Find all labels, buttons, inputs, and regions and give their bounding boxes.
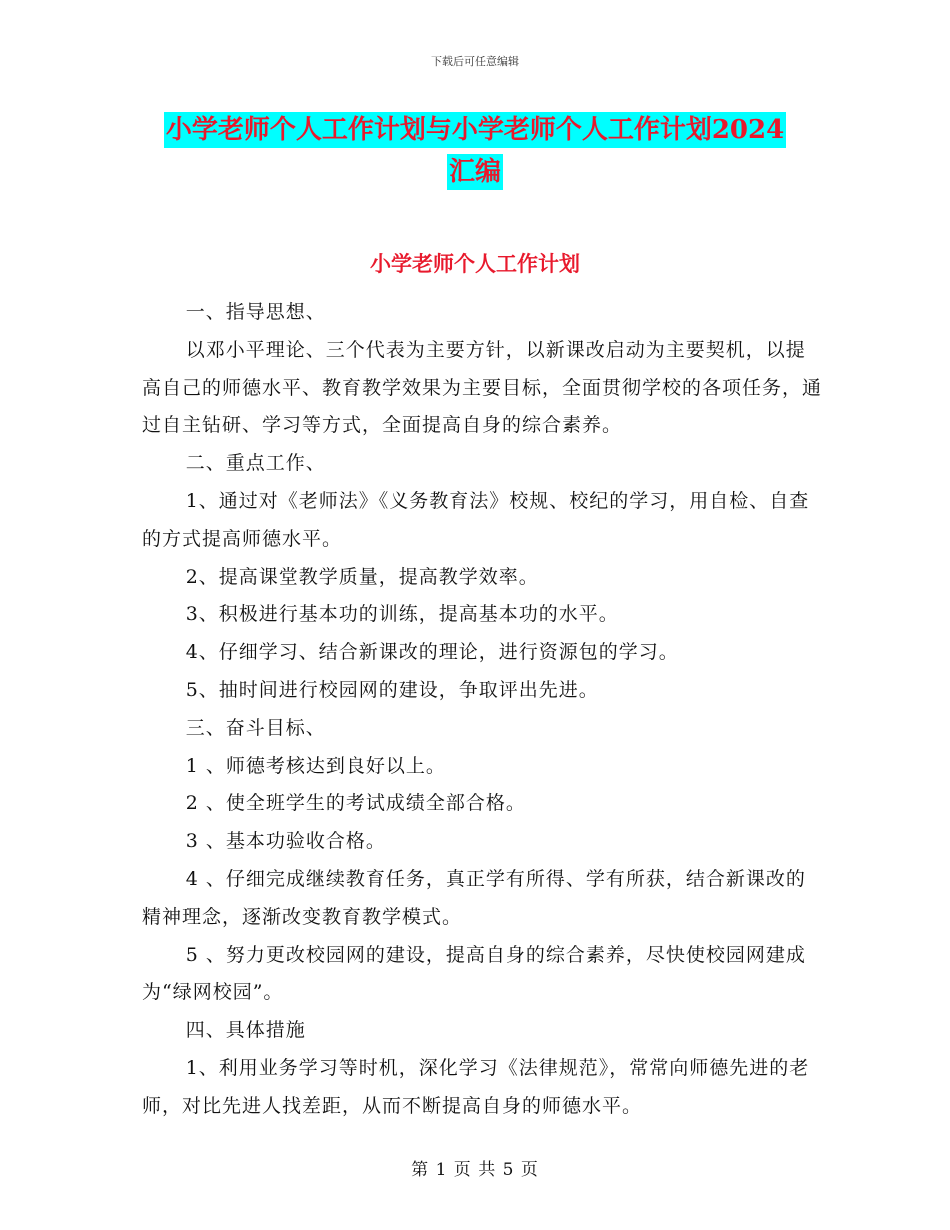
paragraph: 1 、师德考核达到良好以上。 xyxy=(185,754,446,777)
paragraph: 3、积极进行基本功的训练，提高基本功的水平。 xyxy=(185,603,619,626)
paragraph: 二、重点工作、 xyxy=(185,452,326,475)
paragraph: 2、提高课堂教学质量，提高教学效率。 xyxy=(185,565,539,588)
paragraph: 一、指导思想、 xyxy=(185,301,326,323)
section-title: 小学老师个人工作计划 xyxy=(370,251,580,276)
header-note: 下载后可任意编辑 xyxy=(431,55,519,68)
paragraph: 以邓小平理论、三个代表为主要方针，以新课改启动为主要契机，以提高自己的师德水平、教育教学效果为主要目标，全面贯彻学校的各项任务，通过自主钻研、学习等方式，全面提高自身的综合素养。 xyxy=(142,338,823,437)
document-title xyxy=(0,112,950,190)
document-title-line-1: 小学老师个人工作计划与小学老师个人工作计划2024 xyxy=(164,112,786,148)
paragraph: 5、抽时间进行校园网的建设，争取评出先进。 xyxy=(185,678,599,701)
paragraph: 1、利用业务学习等时机，深化学习《法律规范》，常常向师德先进的老师，对比先进人找差距，从而不断提高自身的师德水平。 xyxy=(142,1056,810,1117)
paragraph: 4 、仔细完成继续教育任务，真正学有所得、学有所获，结合新课改的精神理念，逐渐改变教育教学模式。 xyxy=(142,867,806,928)
paragraph: 5 、努力更改校园网的建设，提高自身的综合素养，尽快使校园网建成为“绿网校园”。 xyxy=(142,943,806,1004)
paragraph: 4、仔细学习、结合新课改的理论，进行资源包的学习。 xyxy=(185,641,679,664)
paragraph: 四、具体措施 xyxy=(185,1019,306,1042)
paragraph: 3 、基本功验收合格。 xyxy=(185,830,386,853)
page-footer: 第 1 页 共 5 页 xyxy=(411,1160,539,1180)
paragraph: 三、奋斗目标、 xyxy=(185,716,326,739)
document-title-line-2: 汇编 xyxy=(447,154,503,190)
paragraph: 1、通过对《老师法》《义务教育法》校规、校纪的学习，用自检、自查的方式提高师德水平。 xyxy=(142,489,810,550)
paragraph: 2 、使全班学生的考试成绩全部合格。 xyxy=(185,792,526,815)
document-body xyxy=(142,294,822,1126)
